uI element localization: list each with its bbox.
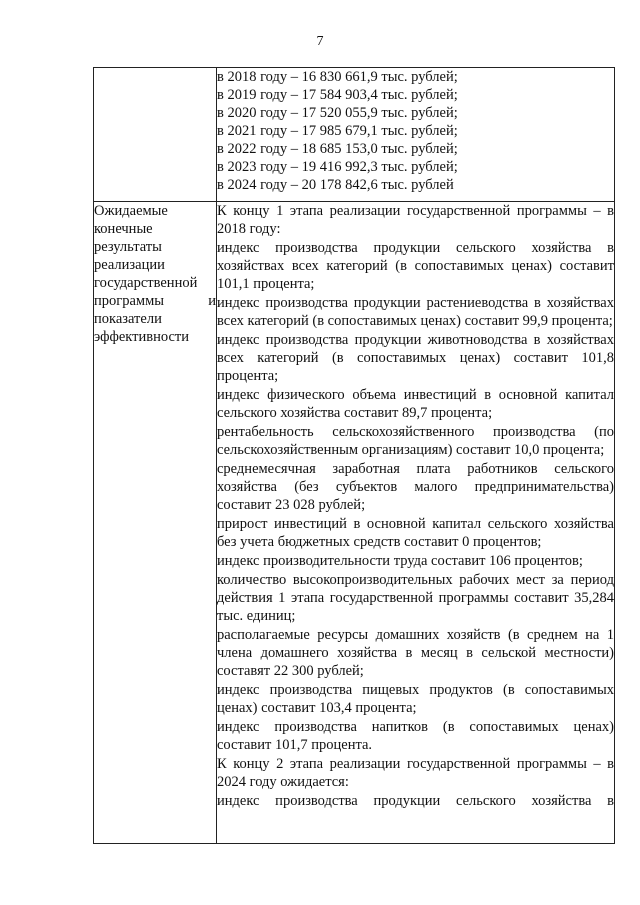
result-paragraph: среднемесячная заработная плата работников сельского хозяйства (без субъектов малого предпринимательства) составит 23 028 рублей; — [217, 461, 614, 513]
result-paragraph: индекс производства продукции сельского хозяйства в хозяйствах всех категорий (в сопоставимых ценах) составит 101,1 процента; — [217, 240, 614, 292]
results-label: Ожидаемые конечные результаты реализации государственной программы и показатели эффективности — [94, 202, 217, 844]
passport-table — [93, 67, 615, 844]
result-paragraph: К концу 2 этапа реализации государственной программы – в 2024 году ожидается: — [217, 756, 614, 790]
page-number: 7 — [316, 34, 324, 49]
result-paragraph: индекс физического объема инвестиций в основной капитал сельского хозяйства составит 89,7 процента; — [217, 387, 614, 421]
result-paragraph: индекс производства продукции растениеводства в хозяйствах всех категорий (в сопоставимых ценах) составит 99,9 процента; — [217, 295, 614, 329]
funding-line-2020: в 2020 году – 17 520 055,9 тыс. рублей; — [217, 105, 458, 121]
funding-values-cell — [217, 68, 615, 202]
funding-line-2023: в 2023 году – 19 416 992,3 тыс. рублей; — [217, 159, 458, 175]
result-paragraph: индекс производства пищевых продуктов (в сопоставимых ценах) составит 103,4 процента; — [217, 682, 614, 716]
results-row — [94, 202, 615, 844]
results-text-cell — [217, 202, 615, 844]
funding-line-2024: в 2024 году – 20 178 842,6 тыс. рублей — [217, 177, 454, 193]
result-paragraph: К концу 1 этапа реализации государственной программы – в 2018 году: — [217, 203, 614, 237]
result-paragraph: индекс производительности труда составит 106 процентов; — [217, 553, 583, 569]
funding-label-cell — [94, 68, 217, 202]
result-paragraph: индекс производства напитков (в сопоставимых ценах) составит 101,7 процента. — [217, 719, 614, 753]
result-paragraph: прирост инвестиций в основной капитал сельского хозяйства без учета бюджетных средств составит 0 процентов; — [217, 516, 614, 550]
result-paragraph: индекс производства продукции животноводства в хозяйствах всех категорий (в сопоставимых ценах) составит 101,8 процента; — [217, 332, 614, 384]
result-paragraph: располагаемые ресурсы домашних хозяйств (в среднем на 1 члена домашнего хозяйства в месяц в сельской местности) составят 22 300 рублей; — [217, 627, 614, 679]
funding-line-2022: в 2022 году – 18 685 153,0 тыс. рублей; — [217, 141, 458, 157]
funding-line-2019: в 2019 году – 17 584 903,4 тыс. рублей; — [217, 87, 458, 103]
funding-line-2018: в 2018 году – 16 830 661,9 тыс. рублей; — [217, 69, 458, 85]
result-paragraph: рентабельность сельскохозяйственного производства (по сельскохозяйственным организациям) составит 10,0 процента; — [217, 424, 614, 458]
funding-row — [94, 68, 615, 202]
result-paragraph: индекс производства продукции сельского хозяйства в — [217, 793, 614, 809]
result-paragraph: количество высокопроизводительных рабочих мест за период действия 1 этапа государственной программы составит 35,284 тыс. единиц; — [217, 572, 614, 624]
funding-line-2021: в 2021 году – 17 985 679,1 тыс. рублей; — [217, 123, 458, 139]
